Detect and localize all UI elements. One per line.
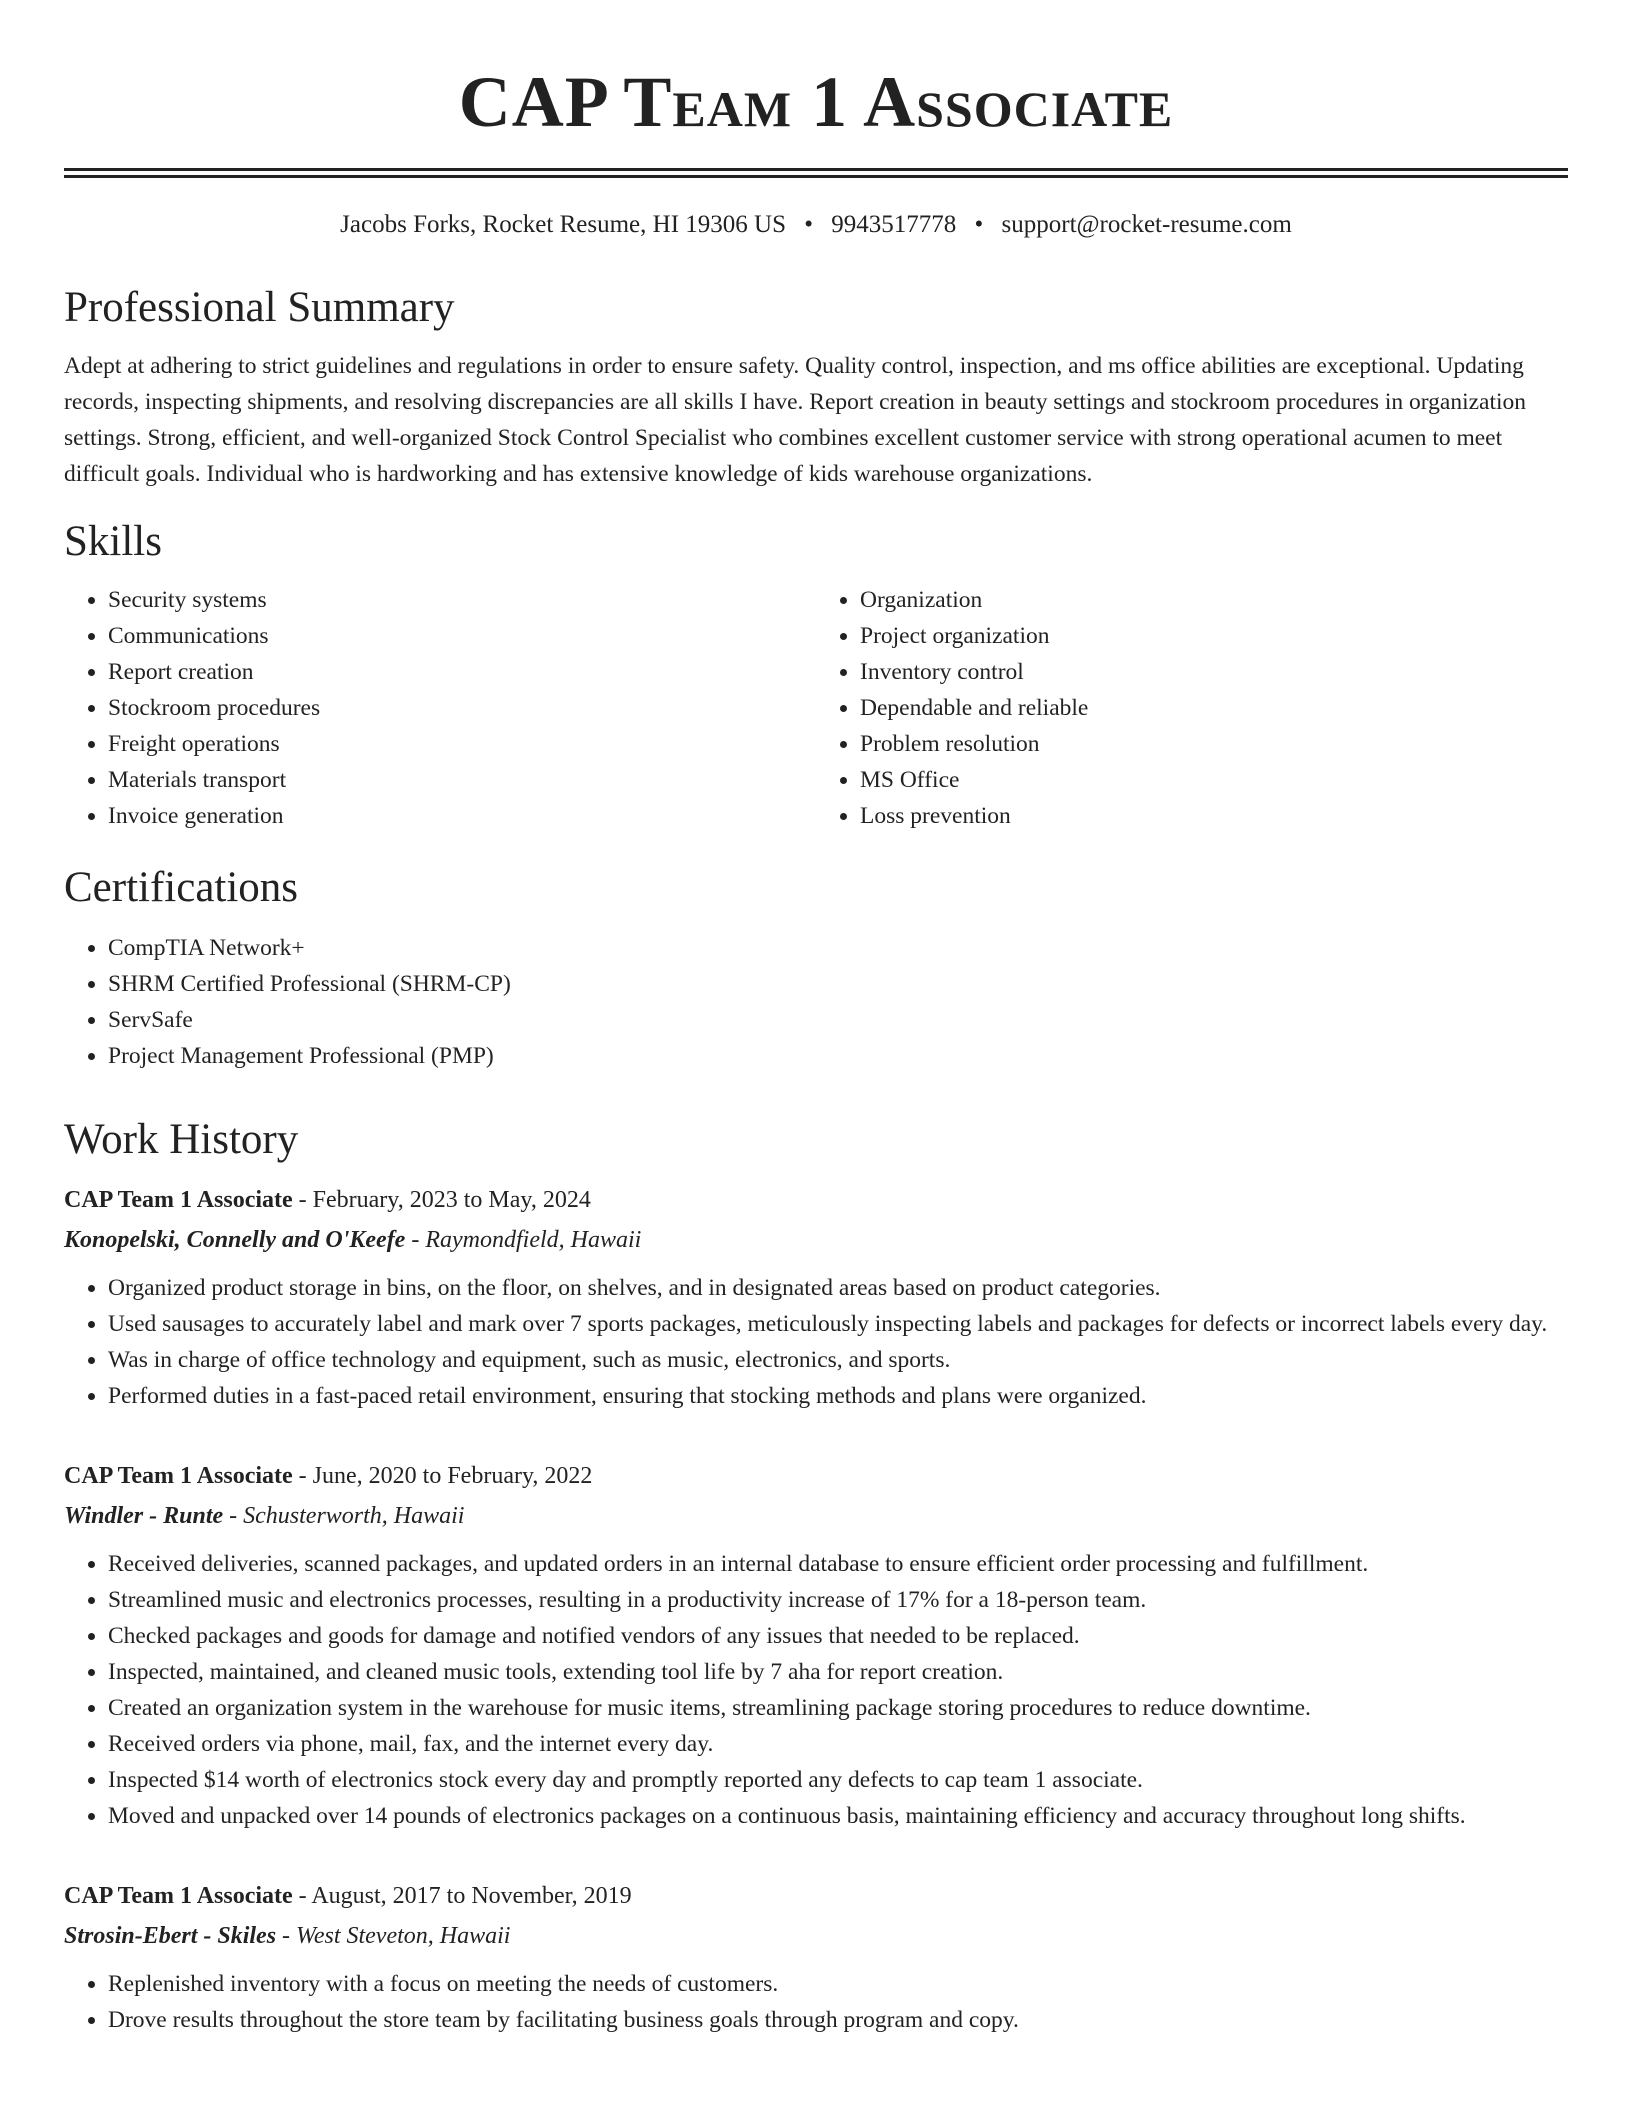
job-title: CAP Team 1 Associate [64, 1463, 293, 1489]
header-divider [64, 168, 1568, 178]
job-bullet: • Received orders via phone, mail, fax, and the internet every day. [108, 1726, 1568, 1762]
job-title: CAP Team 1 Associate [64, 1883, 293, 1909]
certification-item: • Project Management Professional (PMP) [108, 1038, 1568, 1074]
summary-heading: Professional Summary [64, 284, 455, 331]
job-bullet: • Created an organization system in the warehouse for music items, streamlining package storing procedures to reduce downtime. [108, 1690, 1568, 1726]
skill-item: • Materials transport [108, 762, 816, 798]
contact-separator: • [974, 211, 984, 238]
job-bullet: • Used sausages to accurately label and mark over 7 sports packages, meticulously inspecting labels and packages for defects or incorrect labels every day. [108, 1306, 1568, 1342]
certification-item: • ServSafe [108, 1002, 1568, 1038]
job-company: Konopelski, Connelly and O'Keefe [64, 1227, 406, 1253]
job-bullet: • Organized product storage in bins, on the floor, on shelves, and in designated areas based on product categories. [108, 1270, 1568, 1306]
skill-item: • MS Office [860, 762, 1568, 798]
job-company-line [64, 1220, 1568, 1260]
skill-item: • Report creation [108, 654, 816, 690]
certification-item: • CompTIA Network+ [108, 930, 1568, 966]
work-history-heading: Work History [64, 1116, 299, 1163]
job-dates: - June, 2020 to February, 2022 [292, 1463, 593, 1489]
certification-item: • SHRM Certified Professional (SHRM-CP) [108, 966, 1568, 1002]
skill-item: • Organization [860, 582, 1568, 618]
certifications-list [64, 930, 1568, 1074]
skill-item: • Dependable and reliable [860, 690, 1568, 726]
job-bullet: • Moved and unpacked over 14 pounds of electronics packages on a continuous basis, maintaining efficiency and accuracy throughout long shifts. [108, 1798, 1568, 1834]
skill-item: • Communications [108, 618, 816, 654]
job-dates: - February, 2023 to May, 2024 [292, 1187, 591, 1213]
job-company: Strosin-Ebert - Skiles [64, 1923, 277, 1949]
job-bullet: • Inspected, maintained, and cleaned music tools, extending tool life by 7 aha for report creation. [108, 1654, 1568, 1690]
skill-item: • Problem resolution [860, 726, 1568, 762]
certifications-heading: Certifications [64, 864, 299, 911]
skill-item: • Freight operations [108, 726, 816, 762]
job-bullet: • Performed duties in a fast-paced retail environment, ensuring that stocking methods and plans were organized. [108, 1378, 1568, 1414]
job-bullet: • Checked packages and goods for damage and notified vendors of any issues that needed to be replaced. [108, 1618, 1568, 1654]
job-title-line [64, 1876, 1568, 1916]
skill-item: • Loss prevention [860, 798, 1568, 834]
job-company: Windler - Runte [64, 1503, 224, 1529]
job-bullet: • Streamlined music and electronics processes, resulting in a productivity increase of 17% for a 18-person team. [108, 1582, 1568, 1618]
job-entry [64, 1876, 1568, 2038]
skill-item: • Invoice generation [108, 798, 816, 834]
skill-item: • Stockroom procedures [108, 690, 816, 726]
contact-address: Jacobs Forks, Rocket Resume, HI 19306 US [340, 211, 786, 238]
job-bullet: • Inspected $14 worth of electronics stock every day and promptly reported any defects to cap team 1 associate. [108, 1762, 1568, 1798]
contact-phone: 9943517778 [831, 211, 957, 238]
skills-heading: Skills [64, 518, 162, 565]
job-company-line [64, 1916, 1568, 1956]
job-title-line [64, 1456, 1568, 1496]
job-entry [64, 1456, 1568, 1834]
job-bullet: • Received deliveries, scanned packages, and updated orders in an internal database to ensure efficient order processing and fulfillment. [108, 1546, 1568, 1582]
contact-email: support@rocket-resume.com [1001, 211, 1292, 238]
job-dates: - August, 2017 to November, 2019 [292, 1883, 632, 1909]
work-history-list [64, 1180, 1568, 2038]
skills-list-left [64, 582, 816, 834]
skill-item: • Inventory control [860, 654, 1568, 690]
contact-separator: • [804, 211, 813, 238]
skill-item: • Project organization [860, 618, 1568, 654]
job-bullet: • Drove results throughout the store team by facilitating business goals through program and copy. [108, 2002, 1568, 2038]
job-location: - Raymondfield, Hawaii [405, 1227, 642, 1253]
job-bullet: • Replenished inventory with a focus on meeting the needs of customers. [108, 1966, 1568, 2002]
skill-item: • Security systems [108, 582, 816, 618]
job-bullets [64, 1966, 1568, 2038]
job-location: - West Steveton, Hawaii [276, 1923, 511, 1949]
job-entry [64, 1180, 1568, 1414]
skills-columns [64, 582, 1568, 834]
job-location: - Schusterworth, Hawaii [223, 1503, 465, 1529]
summary-text: Adept at adhering to strict guidelines and regulations in order to ensure safety. Quality control, inspection, and ms office abilities are exceptional. Updating records, inspecting shipments, and resolving discrepancies are all skills I have. Report creation in beauty settings and stockroom procedures in organization settings. Strong, efficient, and well-organized Stock Control Specialist who combines excellent customer service with strong operational acumen to meet difficult goals. Individual who is hardworking and has extensive knowledge of kids warehouse organizations. [64, 353, 1527, 487]
job-title-line [64, 1180, 1568, 1220]
candidate-name: CAP Team 1 Associate [458, 62, 1174, 142]
job-bullets [64, 1546, 1568, 1834]
job-bullet: • Was in charge of office technology and equipment, such as music, electronics, and sports. [108, 1342, 1568, 1378]
job-bullets [64, 1270, 1568, 1414]
contact-line [64, 208, 1568, 242]
job-company-line [64, 1496, 1568, 1536]
skills-list-right [816, 582, 1568, 834]
job-title: CAP Team 1 Associate [64, 1187, 293, 1213]
